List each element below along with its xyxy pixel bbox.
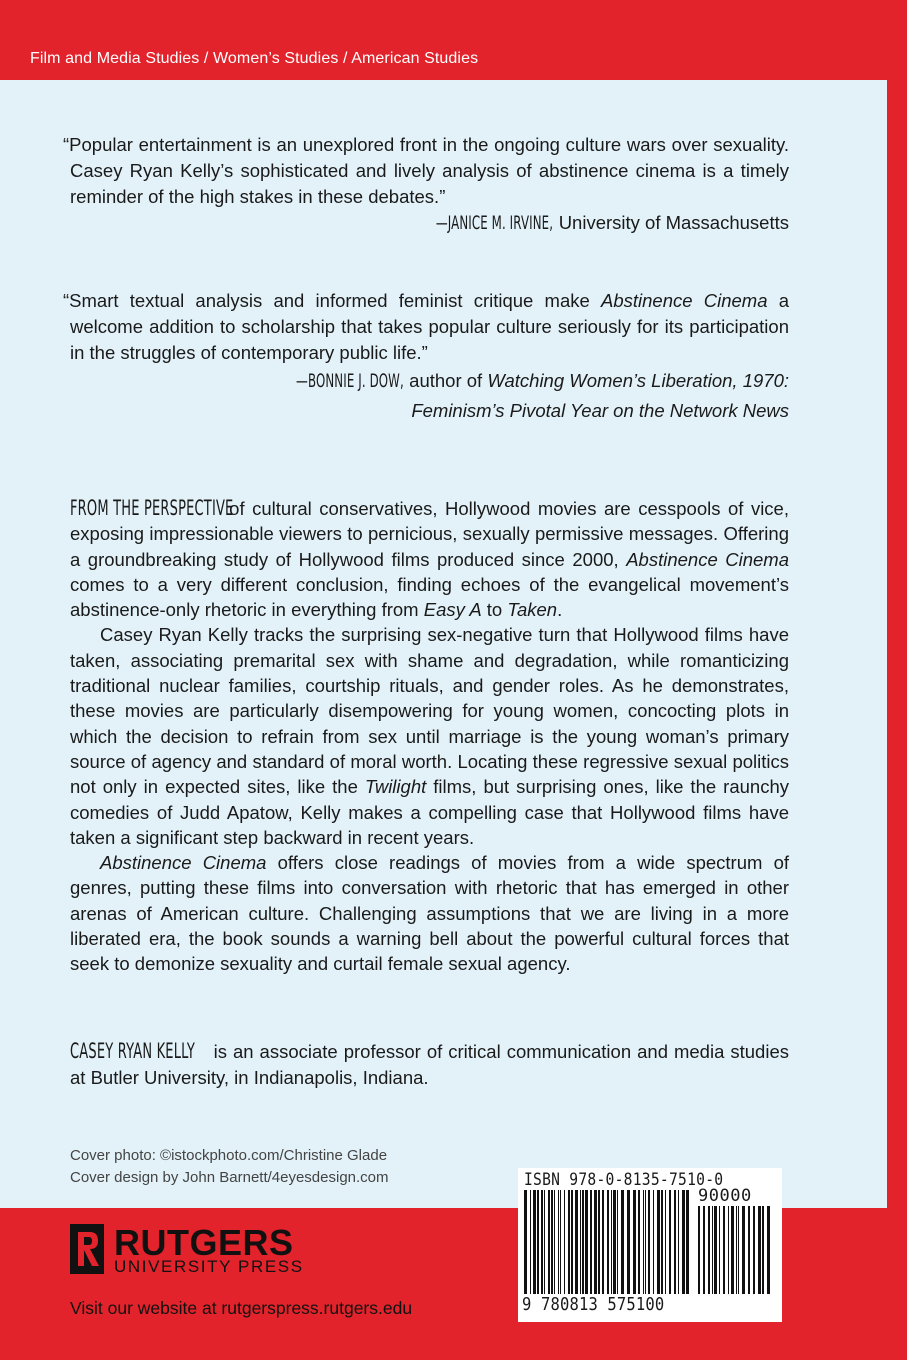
barcode-stripe (585, 1190, 588, 1294)
category-line: Film and Media Studies / Women’s Studies / American Studies (30, 50, 479, 67)
description-paragraph (70, 622, 789, 850)
bio-text: is an associate professor of critical communication and media studies at Butler University, in Indianapolis, Indiana. (70, 1041, 789, 1088)
barcode-stripe (607, 1190, 609, 1294)
barcode-stripe (537, 1190, 539, 1294)
quote-affiliation-title: Feminism’s Pivotal Year on the Network News (411, 400, 789, 421)
book-title: Abstinence Cinema (601, 290, 768, 311)
design-credit: Cover design by John Barnett/4eyesdesign.com (70, 1169, 389, 1186)
author-bio (70, 1038, 789, 1091)
barcode-stripe (533, 1190, 536, 1294)
barcode-stripe (653, 1190, 654, 1294)
barcode-stripe (633, 1190, 636, 1294)
barcode-stripe (541, 1190, 543, 1294)
barcode-stripe (524, 1190, 527, 1294)
barcode-stripe (703, 1206, 705, 1294)
photo-credit: Cover photo: ©istockphoto.com/Christine Glade (70, 1147, 388, 1164)
barcode-stripe (753, 1206, 755, 1294)
barcode-stripe (719, 1206, 720, 1294)
barcode-stripe (645, 1190, 646, 1294)
barcode-stripe (661, 1190, 663, 1294)
barcode-stripe (551, 1190, 553, 1294)
film-title: Easy A (423, 599, 482, 621)
barcode-stripe (568, 1190, 570, 1294)
barcode-stripe (678, 1190, 679, 1294)
barcode-stripe (621, 1190, 624, 1294)
barcode-stripe (613, 1190, 616, 1294)
barcode-stripe (758, 1206, 761, 1294)
cover-credits (70, 1145, 389, 1189)
quote-attribution (70, 210, 789, 236)
film-title: Taken (507, 599, 558, 621)
barcode-stripe (748, 1206, 750, 1294)
barcode-number: 9 780813 575100 (522, 1294, 665, 1315)
description-paragraph (70, 496, 789, 622)
book-title: Abstinence Cinema (100, 852, 267, 874)
quote-author: —JANICE M. IRVINE, (436, 212, 554, 234)
barcode-stripe (731, 1206, 734, 1294)
barcode-box (518, 1168, 782, 1322)
barcode-stripe (548, 1190, 550, 1294)
text: comes to a very different conclusion, finding echoes of the evangelical movement’s abstinence-only rhetoric in everything from (70, 573, 789, 621)
barcode-stripe (554, 1190, 555, 1294)
barcode-stripe (575, 1190, 578, 1294)
barcode-stripe (560, 1190, 561, 1294)
barcode-stripe (712, 1206, 713, 1294)
barcode-addon-icon (698, 1206, 776, 1294)
quote-attribution (70, 366, 789, 426)
barcode-stripe (580, 1190, 581, 1294)
text: . (557, 599, 563, 621)
quote-text-part: a welcome addition to scholarship that takes popular culture seriously for its participation in the struggles of contemporary public life.” (70, 290, 790, 363)
barcode-stripe (582, 1190, 584, 1294)
text: offers close readings of movies from a wide spectrum of genres, putting these films into conversation with rhetoric that has emerged in other arenas of American culture. Challenging assumptions that we are living in a more liberated era, the book sounds a warning bell about the powerful cultural forces that seek to demonize sexuality and curtail female sexual agency. (70, 852, 790, 975)
description-paragraph (70, 850, 789, 976)
quote-text-part: “Smart textual analysis and informed feminist critique make (63, 290, 601, 311)
barcode-stripe (643, 1190, 644, 1294)
barcode-stripe (738, 1206, 739, 1294)
text: to (481, 599, 508, 621)
barcode-stripe (698, 1206, 700, 1294)
isbn-label: ISBN 978-0-8135-7510-0 (524, 1170, 724, 1190)
publisher-name: RUTGERS (114, 1222, 294, 1263)
quote-text (63, 288, 790, 366)
barcode-stripe (590, 1190, 592, 1294)
barcode-stripe (674, 1190, 676, 1294)
barcode-stripe (657, 1190, 660, 1294)
barcode-stripe (742, 1206, 745, 1294)
author-name: CASEY RYAN KELLY (70, 1039, 195, 1063)
publisher-subtitle: UNIVERSITY PRESS (114, 1257, 304, 1276)
barcode-stripe (602, 1190, 604, 1294)
rutgers-r-icon (70, 1224, 104, 1274)
barcode-stripe (558, 1190, 559, 1294)
barcode-stripe (708, 1206, 710, 1294)
barcode-icon (524, 1190, 692, 1294)
quote-affiliation-title: Watching Women’s Liberation, 1970: (487, 370, 789, 391)
barcode-stripe (714, 1206, 717, 1294)
barcode-stripe (627, 1190, 630, 1294)
barcode-stripe (669, 1190, 671, 1294)
barcode-stripe (728, 1206, 729, 1294)
quote-dow (63, 288, 790, 426)
quote-irvine (63, 132, 789, 236)
film-title: Twilight (364, 776, 427, 798)
text: films, but surprising ones, like the raunchy comedies of Judd Apatow, Kelly makes a compelling case that Hollywood films have taken a significant step backward in recent years. (70, 776, 789, 848)
barcode-stripe (544, 1190, 545, 1294)
quote-author: —BONNIE J. DOW, (296, 370, 405, 392)
quote-text: “Popular entertainment is an unexplored front in the ongoing culture wars over sexuality. Casey Ryan Kelly’s sophisticated and lively analysis of abstinence cinema is a timely reminder of the high stakes in these debates.” (63, 134, 789, 207)
text: of cultural conservatives, Hollywood movies are cesspools of vice, exposing impressionable viewers to pernicious, sexually permissive messages. Offering a groundbreaking study of Hollywood films produced since 2000, (70, 498, 789, 570)
barcode-stripe (598, 1190, 600, 1294)
text: Casey Ryan Kelly tracks the surprising sex-negative turn that Hollywood films have taken, associating premarital sex with shame and degradation, while romanticizing traditional nuclear families, courtship rituals, and gender roles. As he demonstrates, these movies are particularly disempowering for young women, concocting plots in which the decision to refrain from sex until marriage is the young woman’s primary source of agency and standard of moral worth. Locating these regressive sexual politics not only in expected sites, like the (70, 624, 789, 798)
barcode-stripe (638, 1190, 640, 1294)
barcode-stripe (682, 1190, 685, 1294)
price-addon: 90000 (698, 1186, 752, 1206)
quote-affiliation-prefix: author of (409, 370, 483, 391)
publisher-website[interactable]: Visit our website at rutgerspress.rutgers.edu (70, 1298, 413, 1318)
book-title: Abstinence Cinema (626, 548, 790, 570)
barcode-stripe (665, 1190, 666, 1294)
book-description (70, 496, 789, 977)
barcode-stripe (648, 1190, 650, 1294)
barcode-stripe (723, 1206, 725, 1294)
barcode-stripe (686, 1190, 689, 1294)
barcode-stripe (530, 1190, 531, 1294)
barcode-stripe (762, 1206, 764, 1294)
barcode-stripe (617, 1190, 618, 1294)
quote-affiliation: University of Massachusetts (558, 212, 789, 233)
lead-in: FROM THE PERSPECTIVE (70, 496, 234, 520)
barcode-stripe (564, 1190, 565, 1294)
barcode-stripe (594, 1190, 597, 1294)
barcode-stripe (767, 1206, 770, 1294)
barcode-stripe (736, 1206, 737, 1294)
barcode-stripe (611, 1190, 612, 1294)
barcode-stripe (571, 1190, 573, 1294)
